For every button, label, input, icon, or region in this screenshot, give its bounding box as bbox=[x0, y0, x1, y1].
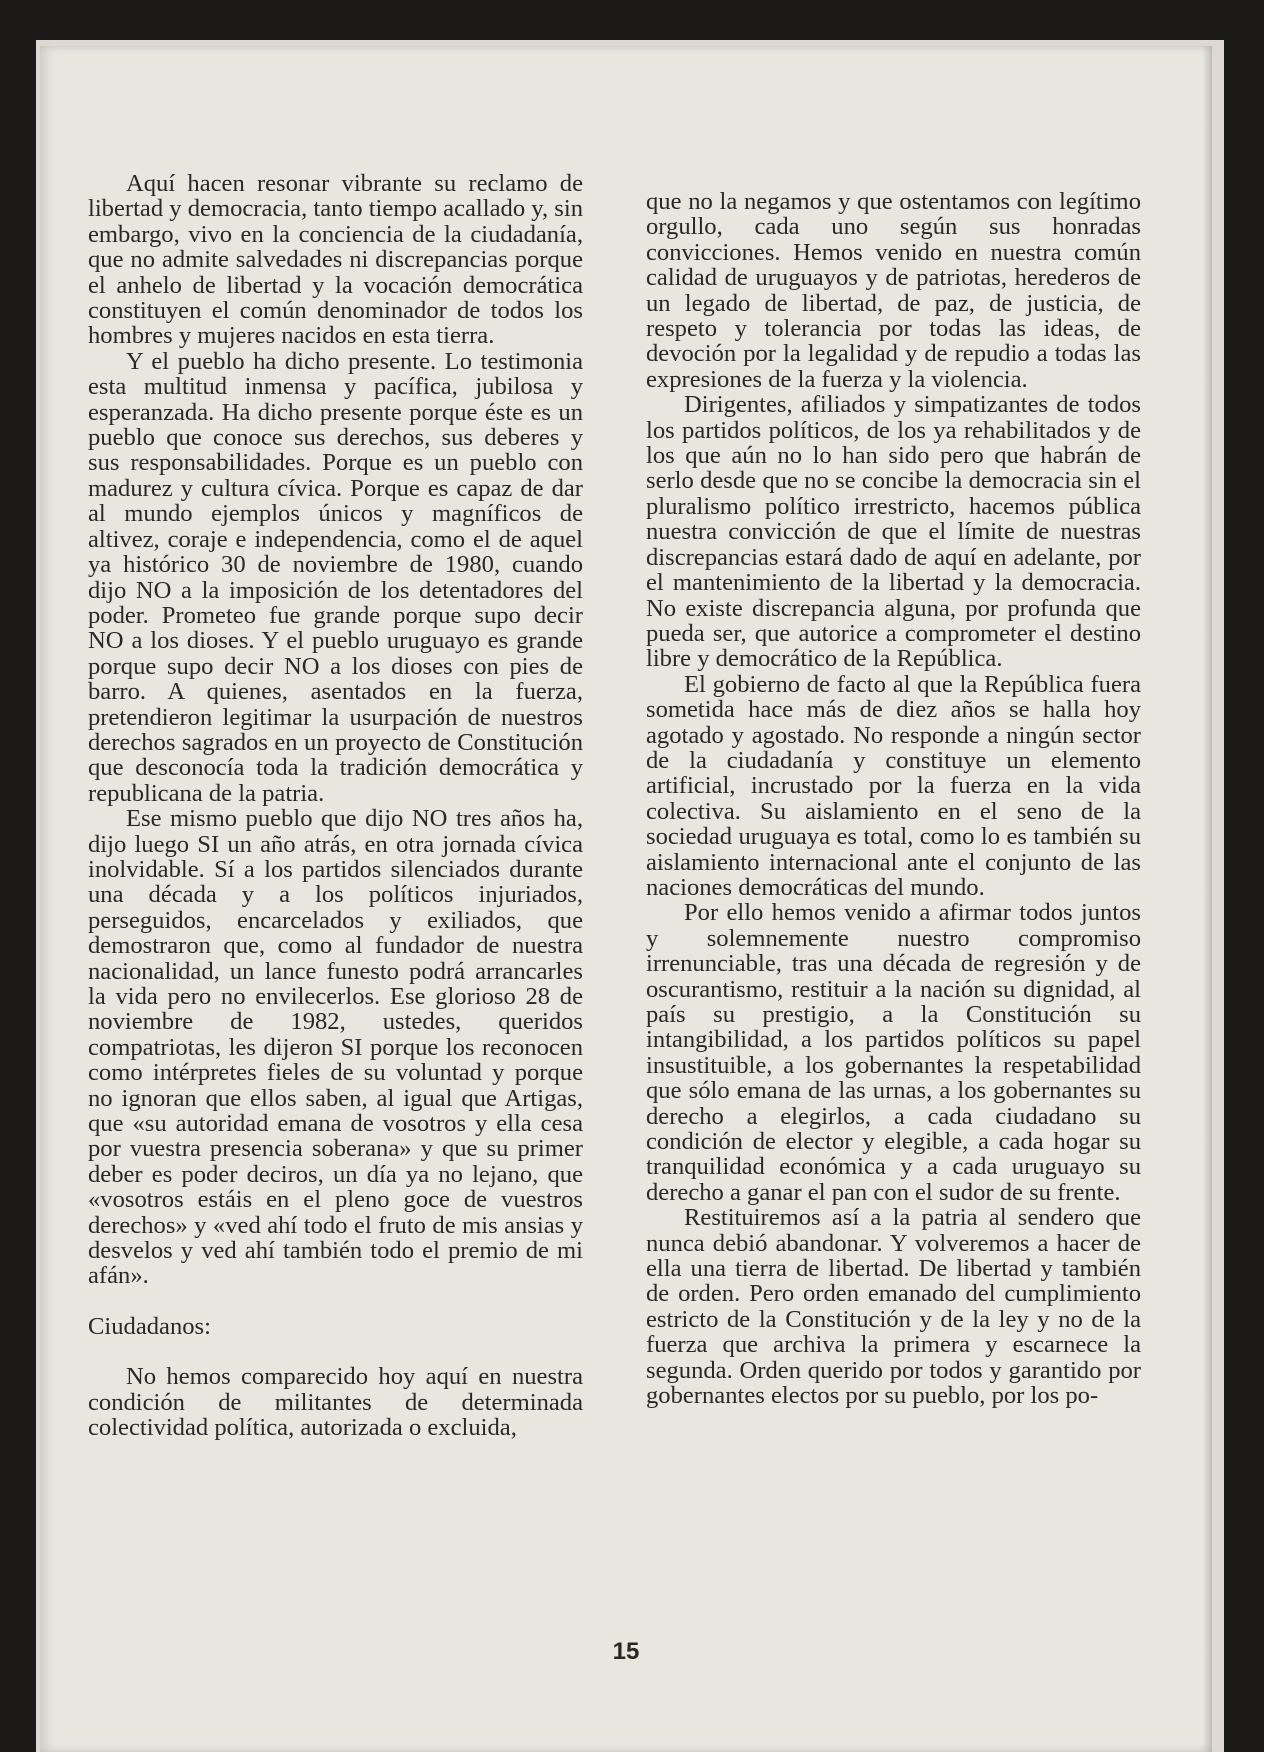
paragraph: Y el pueblo ha dicho presente. Lo testimonia esta multitud inmensa y pacífica, jubilosa y esperanzada. Ha dicho presente porque éste es un pueblo que conoce sus derechos, sus deberes y sus responsabilidades. Porque es un pueblo con madurez y cultura cívica. Porque es capaz de dar al mundo ejemplos únicos y magníficos de altivez, coraje e independencia, como el de aquel ya histórico 30 de noviembre de 1980, cuando dijo NO a la imposición de los detentadores del poder. Prometeo fue grande porque supo decir NO a los dioses. Y el pueblo uruguayo es grande porque supo decir NO a los dioses con pies de barro. A quienes, asentados en la fuerza, pretendieron legitimar la usurpación de nuestros derechos sagrados en un proyecto de Constitución que desconocía toda la tradición democrática y republicana de la patria. bbox=[88, 347, 583, 807]
document-page bbox=[40, 46, 1212, 1752]
right-column bbox=[646, 189, 1141, 1409]
paragraph: Por ello hemos venido a afirmar todos juntos y solemnemente nuestro compromiso irrenunciable, tras una década de regresión y de oscurantismo, restituir a la nación su dignidad, al país su prestigio, a la Constitución su intangibilidad, a los partidos políticos su papel insustituible, a los gobernantes la respetabilidad que sólo emana de las urnas, a los gobernantes su derecho a elegirlos, a cada ciudadano su condición de elector y elegible, a cada hogar su tranquilidad económica y a cada uruguayo su derecho a ganar el pan con el sudor de su frente. bbox=[646, 899, 1141, 1206]
paragraph: No hemos comparecido hoy aquí en nuestra condición de militantes de determinada colectividad política, autorizada o excluida, bbox=[88, 1363, 583, 1442]
left-column bbox=[88, 171, 583, 1441]
section-heading: Ciudadanos: bbox=[88, 1312, 211, 1340]
paragraph: Ese mismo pueblo que dijo NO tres años ha, dijo luego SI un año atrás, en otra jornada cívica inolvidable. Sí a los partidos silenciados durante una década y a los políticos injuriados, perseguidos, encarcelados y exiliados, que demostraron que, como al fundador de nuestra nacionalidad, un lance funesto podrá arrancarles la vida pero no envilecerlos. Ese glorioso 28 de noviembre de 1982, ustedes, queridos compatriotas, les dijeron SI porque los reconocen como intérpretes fieles de su voluntad y porque no ignoran que ellos saben, al igual que Artigas, que «su autoridad emana de vosotros y ella cesa por vuestra presencia soberana» y que su primer deber es poder deciros, un día ya no lejano, que «vosotros estáis en el pleno goce de vuestros derechos» y «ved ahí todo el fruto de mis ansias y desvelos y ved ahí también todo el premio de mi afán». bbox=[88, 805, 583, 1290]
page-number: 15 bbox=[612, 1638, 640, 1665]
paragraph: Aquí hacen resonar vibrante su reclamo de libertad y democracia, tanto tiempo acallado y, sin embargo, vivo en la conciencia de la ciudadanía, que no admite salvedades ni discrepancias porque el anhelo de libertad y la vocación democrática constituyen el común denominador de todos los hombres y mujeres nacidos en esta tierra. bbox=[88, 170, 583, 350]
paragraph: El gobierno de facto al que la República fuera sometida hace más de diez años se halla hoy agotado y agostado. No responde a ningún sector de la ciudadanía y constituye un elemento artificial, incrustado por la fuerza en la vida colectiva. Su aislamiento en el seno de la sociedad uruguaya es total, como lo es también su aislamiento internacional ante el conjunto de las naciones democráticas del mundo. bbox=[646, 670, 1141, 901]
paragraph: Dirigentes, afiliados y simpatizantes de todos los partidos políticos, de los ya rehabilitados y de los que aún no lo han sido pero que habrán de serlo desde que no se concibe la democracia sin el pluralismo político irrestricto, hacemos pública nuestra convicción de que el límite de nuestras discrepancias estará dado de aquí en adelante, por el mantenimiento de la libertad y la democracia. No existe discrepancia alguna, por profunda que pueda ser, que autorice a comprometer el destino libre y democrático de la República. bbox=[646, 391, 1141, 673]
paragraph: que no la negamos y que ostentamos con legítimo orgullo, cada uno según sus honradas convicciones. Hemos venido en nuestra común calidad de uruguayos y de patriotas, herederos de un legado de libertad, de paz, de justicia, de respeto y tolerancia por todas las ideas, de devoción por la legalidad y de repudio a todas las expresiones de la fuerza y la violencia. bbox=[646, 188, 1141, 393]
page-fold-shadow bbox=[1202, 46, 1212, 1752]
paragraph: Restituiremos así a la patria al sendero que nunca debió abandonar. Y volveremos a hacer de ella una tierra de libertad. De libertad y también de orden. Pero orden emanado del cumplimiento estricto de la Constitución y de la ley y no de la fuerza que archiva la primera y escarnece la segunda. Orden querido por todos y garantido por gobernantes electos por su pueblo, por los po- bbox=[646, 1204, 1141, 1410]
